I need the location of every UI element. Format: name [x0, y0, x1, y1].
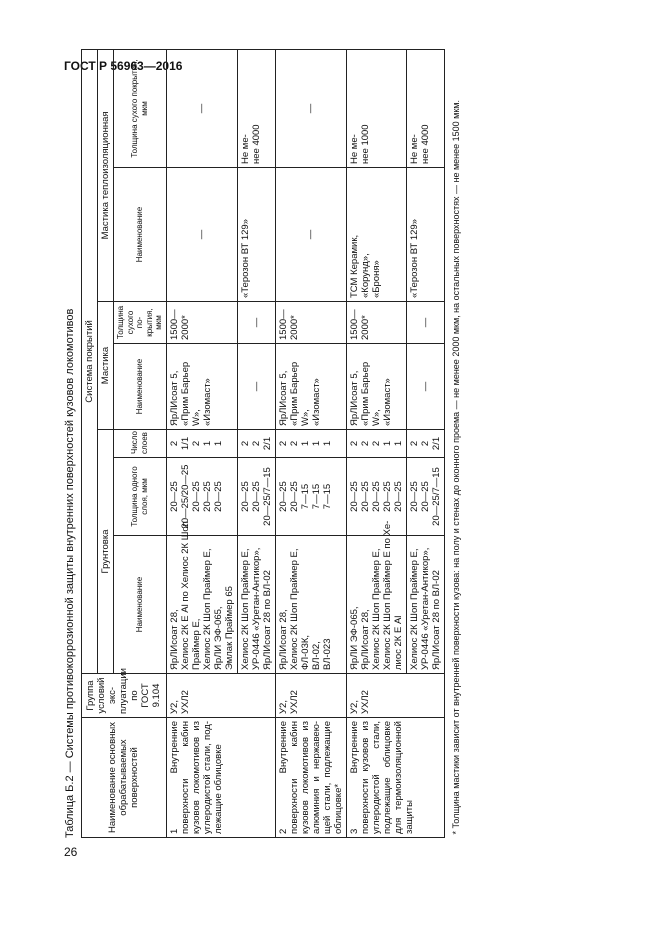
coating-systems-table [81, 49, 464, 838]
thermal-thickness-cell: Не ме- нее 4000 [406, 49, 444, 167]
mastic-name-cell: — [406, 344, 444, 430]
col-header-mastic: Мастика [98, 302, 114, 430]
table-footnote: * Толщина мастики зависит от внутренней поверхности кузова: на полу и стенах до оконного проема — не менее 2000 мкм, на остальных поверхностях — не менее 1500 мкм. [444, 49, 464, 837]
thermal-name-cell: — [166, 168, 237, 302]
thermal-thickness-cell: Не ме- нее 1000 [346, 49, 406, 167]
thermal-name-cell: ТСМ Керамик, «Корунд», «Броня» [346, 168, 406, 302]
col-header-primer-name: Наименование [114, 536, 167, 674]
thermal-name-cell: — [275, 168, 346, 302]
primer-thickness-cell: 20—25 20—25 7—15 7—15 7—15 [275, 458, 346, 536]
group-cell: У2, УХЛ2 [275, 674, 346, 718]
mastic-name-cell: — [237, 344, 275, 430]
col-header-systems: Система покрытий [82, 49, 98, 673]
group-cell: У2, УХЛ2 [166, 674, 275, 718]
col-header-layer-thickness: Толщина одного слоя, мкм [114, 458, 167, 536]
primer-layers-cell: 2 2 2/1 [237, 430, 275, 458]
primer-thickness-cell: 20—25 20—25 20—25/7—15 [406, 458, 444, 536]
mastic-thickness-cell: — [237, 302, 275, 344]
thermal-thickness-cell: Не ме- нее 4000 [237, 49, 275, 167]
col-header-thermal-thickness: Толщина сухого покрытия, мкм [114, 49, 167, 167]
primer-layers-cell: 2 1/1 2 1 1 [166, 430, 237, 458]
col-header-primer: Грунтовка [98, 430, 114, 674]
primer-name-cell: ЯрЛИсоат 28, Хелиос 2К Е Al по Хелиос 2К Шоп Праймер Е, Хелиос 2К Шоп Праймер Е, ЯрЛИ ЭФ-065, Эмлак Праймер 65 [166, 536, 237, 674]
col-header-layers: Число слоев [114, 430, 167, 458]
thermal-name-cell: «Терозон ВТ 129» [237, 168, 275, 302]
col-header-mastic-name: Наименование [114, 344, 167, 430]
primer-name-cell: ЯрЛИсоат 28, Хелиос 2К Шоп Праймер Е, ФЛ-03К, ВЛ-02, ВЛ-023 [275, 536, 346, 674]
primer-thickness-cell: 20—25 20—25 20—25/7—15 [237, 458, 275, 536]
primer-layers-cell: 2 2 2 1 1 [346, 430, 406, 458]
col-header-group: Группа условий эксплуатации по ГОСТ 9.104 [82, 674, 167, 718]
thermal-name-cell: «Терозон ВТ 129» [406, 168, 444, 302]
primer-layers-cell: 2 2 1 1 1 [275, 430, 346, 458]
mastic-thickness-cell: 1500— 2000* [346, 302, 406, 344]
mastic-name-cell: ЯрЛИсоат 5, «Прим Барьер W», «Изомаст» [166, 344, 237, 430]
page-number: 26 [64, 845, 78, 859]
mastic-name-cell: ЯрЛИсоат 5, «Прим Барьер W», «Изомаст» [275, 344, 346, 430]
table-row [346, 49, 406, 837]
col-header-thermal-name: Наименование [114, 168, 167, 302]
mastic-thickness-cell: 1500— 2000* [275, 302, 346, 344]
col-header-mastic-thickness: Толщина сухого покрытия, мкм [114, 302, 167, 344]
col-header-surfaces: Наименование основных обрабатываемых поверхностей [82, 718, 167, 838]
primer-name-cell: Хелиос 2К Шоп Праймер Е, УР-0446 «Уретан-Антикор», ЯрЛИсоат 28 по ВЛ-02 [237, 536, 275, 674]
group-cell: У2, УХЛ2 [346, 674, 444, 718]
table-caption: Таблица Б.2 — Системы противокоррозионной защиты внутренних поверхностей кузовов локомотивов [64, 308, 76, 838]
primer-layers-cell: 2 2 2/1 [406, 430, 444, 458]
mastic-thickness-cell: — [406, 302, 444, 344]
primer-name-cell: ЯрЛИ ЭФ-065, ЯрЛИсоат 28, Хелиос 2К Шоп Праймер Е, Хелиос 2К Шоп Праймер Е по Хе- лиос 2К Е Al [346, 536, 406, 674]
surface-cell: 2 Внутренние поверхности кабин кузовов локомотивов из алюминия и нержавеющей стали, подлежащие облицовке* [275, 718, 346, 838]
col-header-thermal: Мастика теплоизоляционная [98, 49, 114, 301]
primer-name-cell: Хелиос 2К Шоп Праймер Е, УР-0446 «Уретан-Антикор», ЯрЛИсоат 28 по ВЛ-02 [406, 536, 444, 674]
thermal-thickness-cell: — [275, 49, 346, 167]
thermal-thickness-cell: — [166, 49, 237, 167]
primer-thickness-cell: 20—25 20—25 20—25 20—25 20—25 [346, 458, 406, 536]
mastic-thickness-cell: 1500— 2000* [166, 302, 237, 344]
primer-thickness-cell: 20—25 20—25/20—25 20—25 20—25 20—25 [166, 458, 237, 536]
mastic-name-cell: ЯрЛИсоат 5, «Прим Барьер W», «Изомаст» [346, 344, 406, 430]
surface-cell: 1 Внутренние поверхности кабин кузовов локомотивов из углеродистой стали, подлежащие облицовке [166, 718, 275, 838]
surface-cell: 3 Внутренние поверхности кузовов из углеродистой стали, подлежащие облицовке для термоизоляционной защиты [346, 718, 444, 838]
table-row [166, 49, 237, 837]
table-row [275, 49, 346, 837]
document-header: ГОСТ Р 56963—2016 [64, 59, 183, 73]
